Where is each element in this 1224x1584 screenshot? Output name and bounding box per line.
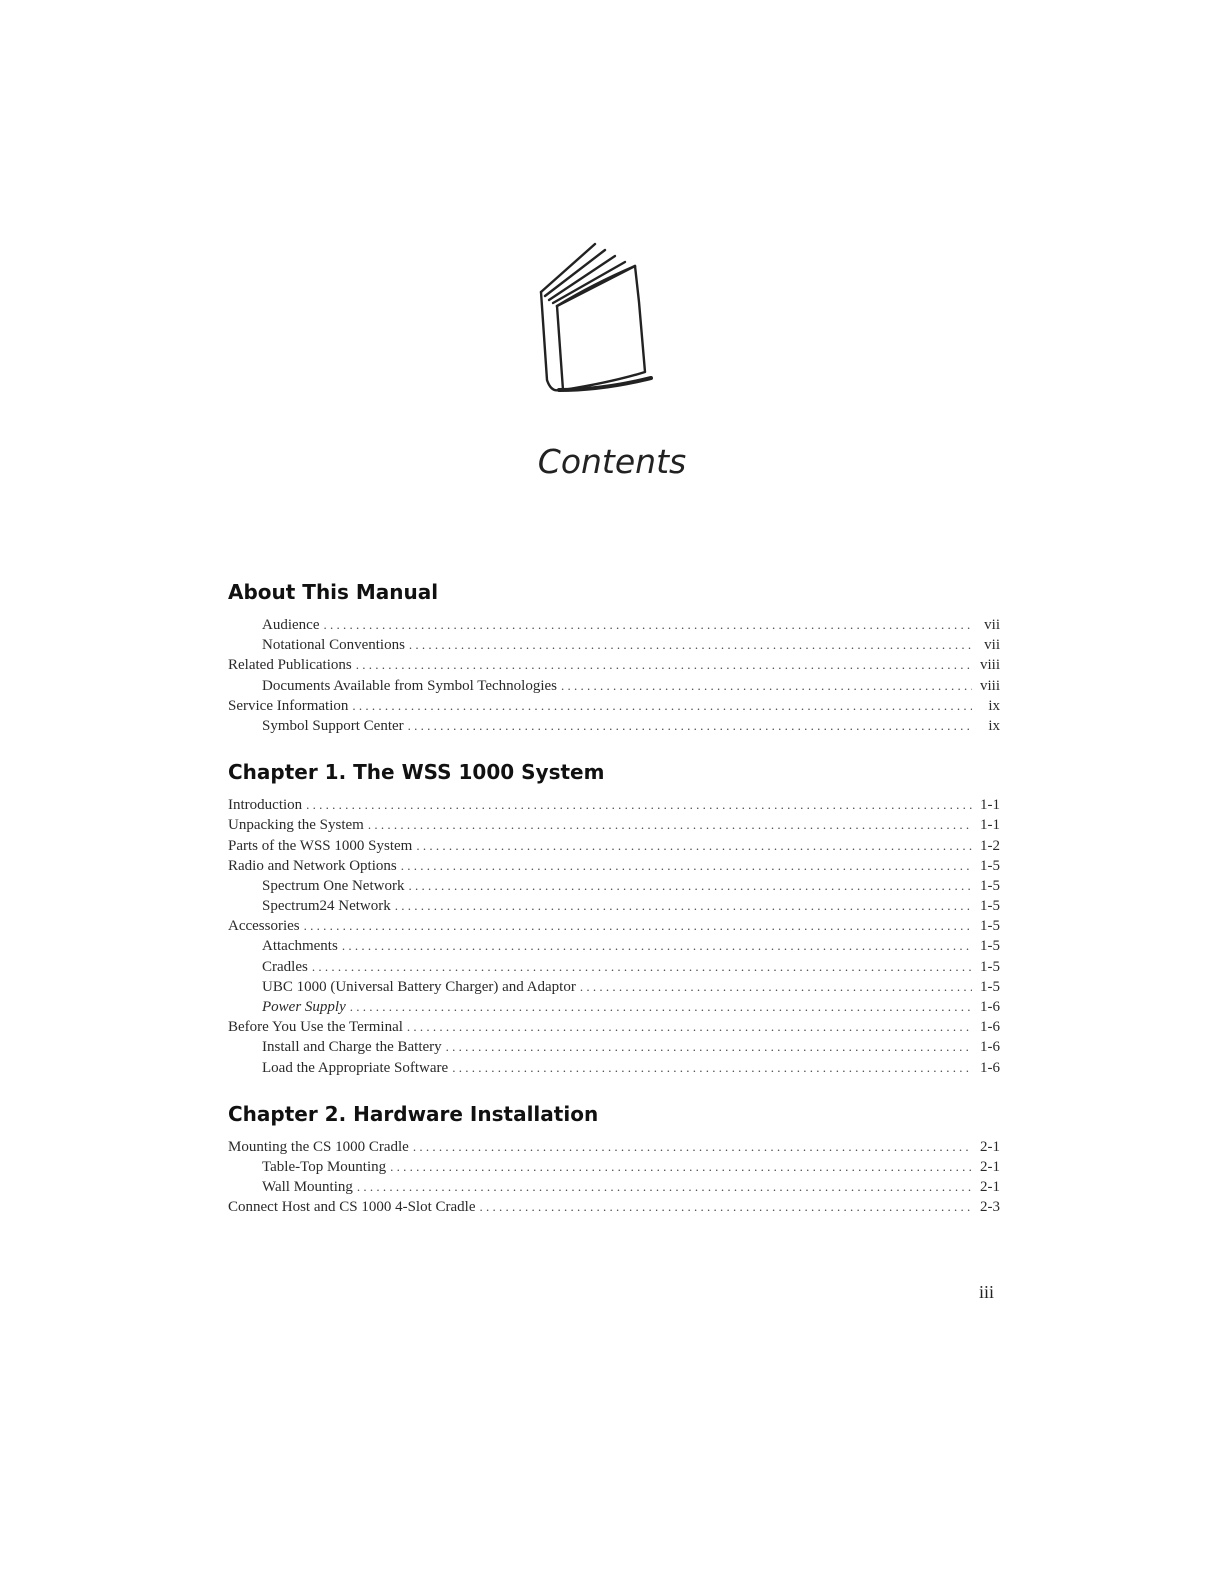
toc-entry[interactable] <box>228 1197 1000 1217</box>
toc-entry-page: 1-1 <box>980 797 1000 814</box>
toc-entry-page: 1-5 <box>980 877 1000 894</box>
table-of-contents <box>228 578 1000 1240</box>
dot-leader <box>446 1037 972 1057</box>
open-book-icon <box>533 240 663 405</box>
toc-section <box>228 578 1000 736</box>
toc-section <box>228 758 1000 1078</box>
toc-entry-title: Symbol Support Center <box>262 717 404 734</box>
dot-leader <box>408 876 972 896</box>
toc-entry-title: Related Publications <box>228 657 352 674</box>
toc-entry-title: Audience <box>262 617 320 633</box>
toc-entry-page: viii <box>979 657 1000 674</box>
toc-entry-title: UBC 1000 (Universal Battery Charger) and Adaptor <box>262 978 576 995</box>
section-heading: Chapter 1. The WSS 1000 System <box>228 760 605 785</box>
toc-entry[interactable] <box>228 856 1000 876</box>
dot-leader <box>323 615 972 635</box>
dot-leader <box>306 795 972 815</box>
toc-entry-page: 2-1 <box>980 1138 1000 1155</box>
toc-section <box>228 1100 1000 1218</box>
toc-entry[interactable] <box>228 635 1000 655</box>
dot-leader <box>480 1197 973 1217</box>
dot-leader <box>561 676 972 696</box>
dot-leader <box>408 716 972 736</box>
toc-entry-title: Documents Available from Symbol Technologies <box>262 677 558 694</box>
toc-entry-title: Before You Use the Terminal <box>228 1019 403 1036</box>
toc-entry-page: vii <box>984 617 1000 633</box>
toc-entry[interactable] <box>228 957 1000 977</box>
dot-leader <box>407 1017 972 1037</box>
dot-leader <box>580 977 972 997</box>
dot-leader <box>416 836 972 856</box>
toc-entry-title: Mounting the CS 1000 Cradle <box>228 1138 409 1155</box>
toc-entry[interactable] <box>228 916 1000 936</box>
toc-entry-page: 1-6 <box>980 1059 1000 1076</box>
dot-leader <box>368 815 972 835</box>
toc-entry-page: ix <box>988 697 1000 714</box>
toc-entry[interactable] <box>228 1177 1000 1197</box>
toc-entry[interactable] <box>228 1058 1000 1078</box>
toc-entry-title: Spectrum24 Network <box>262 898 391 915</box>
section-heading: Chapter 2. Hardware Installation <box>228 1101 599 1126</box>
toc-entry-page: viii <box>979 677 1000 694</box>
toc-entry-title: Service Information <box>228 697 349 714</box>
toc-entry[interactable] <box>228 1017 1000 1037</box>
dot-leader <box>352 696 972 716</box>
toc-entry[interactable] <box>228 997 1000 1017</box>
page-number: iii <box>978 1282 994 1302</box>
toc-entry-title: Install and Charge the Battery <box>262 1039 442 1056</box>
toc-entry[interactable] <box>228 1137 1000 1157</box>
toc-entry-page: 1-5 <box>980 857 1000 874</box>
toc-entry[interactable] <box>228 716 1000 736</box>
toc-entry-page: 1-6 <box>980 1039 1000 1056</box>
toc-entry-title: Radio and Network Options <box>228 857 397 874</box>
toc-entry[interactable] <box>228 896 1000 916</box>
toc-entry[interactable] <box>228 836 1000 856</box>
toc-entry-page: 1-5 <box>980 938 1000 955</box>
toc-entry-page: 1-5 <box>980 898 1000 915</box>
toc-entry-title: Parts of the WSS 1000 System <box>228 837 413 854</box>
toc-entry[interactable] <box>228 815 1000 835</box>
toc-entry-title: Unpacking the System <box>228 817 364 834</box>
dot-leader <box>452 1058 972 1078</box>
toc-entry[interactable] <box>228 977 1000 997</box>
toc-entry[interactable] <box>228 655 1000 675</box>
toc-entry-page: ix <box>988 717 1000 734</box>
toc-entry-title: Introduction <box>228 797 303 814</box>
toc-entry-title: Attachments <box>262 938 338 955</box>
toc-entry[interactable] <box>228 696 1000 716</box>
toc-entry-page: 2-1 <box>980 1158 1000 1175</box>
toc-entry-page: 1-5 <box>980 958 1000 975</box>
toc-entry[interactable] <box>228 1157 1000 1177</box>
dot-leader <box>390 1157 972 1177</box>
toc-entry-page: 2-3 <box>980 1199 1000 1216</box>
toc-entry-title: Accessories <box>228 918 300 935</box>
dot-leader <box>357 1177 972 1197</box>
toc-entry-page: 2-1 <box>980 1179 1000 1196</box>
dot-leader <box>409 635 972 655</box>
toc-entry-title: Spectrum One Network <box>262 877 405 894</box>
toc-entry[interactable] <box>228 676 1000 696</box>
section-heading: About This Manual <box>228 580 439 604</box>
dot-leader <box>350 997 972 1017</box>
toc-entry-title: Power Supply <box>262 999 346 1015</box>
toc-entry-page: vii <box>984 637 1000 654</box>
toc-entry-page: 1-2 <box>980 837 1000 854</box>
toc-entry-page: 1-1 <box>980 817 1000 834</box>
dot-leader <box>413 1137 972 1157</box>
toc-entry-page: 1-5 <box>980 978 1000 995</box>
toc-entry-title: Wall Mounting <box>262 1179 353 1196</box>
toc-entry[interactable] <box>228 795 1000 815</box>
toc-entry-title: Notational Conventions <box>262 637 405 654</box>
toc-entry-page: 1-6 <box>980 999 1000 1015</box>
toc-entry-title: Load the Appropriate Software <box>262 1059 449 1076</box>
toc-entry-page: 1-5 <box>980 918 1000 935</box>
toc-entry[interactable] <box>228 1037 1000 1057</box>
toc-entry[interactable] <box>228 936 1000 956</box>
toc-entry[interactable] <box>228 876 1000 896</box>
dot-leader <box>342 936 972 956</box>
dot-leader <box>312 957 972 977</box>
dot-leader <box>356 655 972 675</box>
toc-entry[interactable] <box>228 615 1000 635</box>
toc-entry-title: Connect Host and CS 1000 4-Slot Cradle <box>228 1199 476 1216</box>
toc-entry-title: Cradles <box>262 958 308 975</box>
dot-leader <box>304 916 972 936</box>
dot-leader <box>401 856 972 876</box>
toc-entry-title: Table-Top Mounting <box>262 1158 387 1175</box>
toc-entry-page: 1-6 <box>980 1019 1000 1036</box>
dot-leader <box>395 896 972 916</box>
page-title: Contents <box>537 442 687 481</box>
